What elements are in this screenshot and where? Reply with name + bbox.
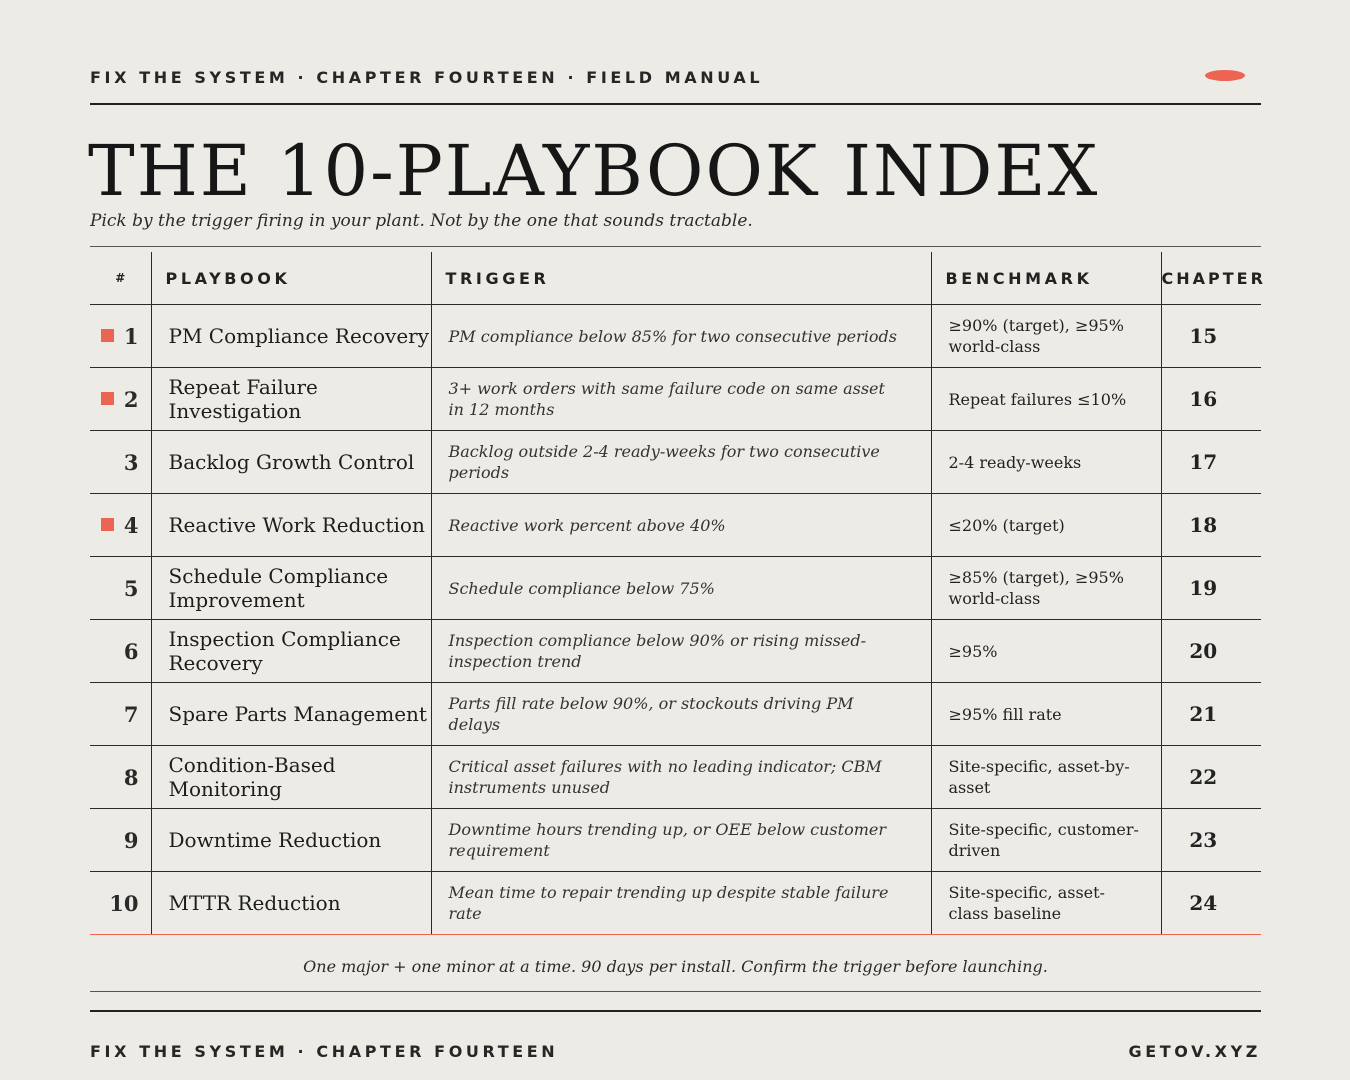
table-row: [90, 746, 1261, 809]
chapter-number: 24: [1161, 872, 1261, 935]
row-number: [90, 494, 151, 557]
trigger-text: Downtime hours trending up, or OEE below customer requirement: [431, 809, 931, 872]
row-number-label: 10: [109, 890, 139, 916]
playbook-name: Spare Parts Management: [151, 683, 431, 746]
benchmark-text: ≥90% (target), ≥95% world-class: [931, 305, 1161, 368]
chapter-number: 18: [1161, 494, 1261, 557]
benchmark-text: Site-specific, asset-by-asset: [931, 746, 1161, 809]
row-number-label: 3: [123, 449, 139, 475]
table-row: [90, 431, 1261, 494]
table-header-row: [90, 252, 1261, 305]
header-num: #: [90, 252, 151, 305]
table-row: [90, 809, 1261, 872]
trigger-text: Critical asset failures with no leading indicator; CBM instruments unused: [431, 746, 931, 809]
chapter-number: 22: [1161, 746, 1261, 809]
row-number: [90, 305, 151, 368]
row-number-label: 2: [123, 386, 139, 412]
trigger-text: Backlog outside 2-4 ready-weeks for two consecutive periods: [431, 431, 931, 494]
playbook-name: Schedule Compliance Improvement: [151, 557, 431, 620]
chapter-number: 20: [1161, 620, 1261, 683]
trigger-text: PM compliance below 85% for two consecutive periods: [431, 305, 931, 368]
row-number-label: 5: [123, 575, 139, 601]
brush-mark-icon: [1205, 70, 1245, 81]
playbook-index-table: [90, 252, 1266, 935]
benchmark-text: Repeat failures ≤10%: [931, 368, 1161, 431]
subtitle-rule: [90, 246, 1261, 247]
table-row: [90, 557, 1261, 620]
playbook-name: Inspection Compliance Recovery: [151, 620, 431, 683]
chapter-number: 17: [1161, 431, 1261, 494]
benchmark-text: Site-specific, customer-driven: [931, 809, 1161, 872]
priority-flag-icon: [101, 329, 114, 342]
playbook-name: Downtime Reduction: [151, 809, 431, 872]
row-number-label: 4: [123, 512, 139, 538]
table-row: [90, 683, 1261, 746]
footer-rule: [90, 1010, 1261, 1012]
row-number: [90, 368, 151, 431]
chapter-number: 16: [1161, 368, 1261, 431]
header-kicker: FIX THE SYSTEM · CHAPTER FOURTEEN · FIELD MANUAL: [90, 68, 764, 87]
playbook-name: Condition-Based Monitoring: [151, 746, 431, 809]
benchmark-text: ≥95% fill rate: [931, 683, 1161, 746]
chapter-number: 19: [1161, 557, 1261, 620]
trigger-text: Reactive work percent above 40%: [431, 494, 931, 557]
priority-flag-icon: [101, 518, 114, 531]
footer-url: GETOV.XYZ: [1128, 1042, 1261, 1061]
trigger-text: Schedule compliance below 75%: [431, 557, 931, 620]
closing-rule: [90, 991, 1261, 992]
playbook-name: Reactive Work Reduction: [151, 494, 431, 557]
table-row: [90, 368, 1261, 431]
table-row: [90, 620, 1261, 683]
header-rule: [90, 103, 1261, 105]
benchmark-text: ≥95%: [931, 620, 1161, 683]
row-number: [90, 431, 151, 494]
benchmark-text: ≥85% (target), ≥95% world-class: [931, 557, 1161, 620]
row-number: [90, 746, 151, 809]
header-benchmark: BENCHMARK: [931, 252, 1161, 305]
chapter-number: 23: [1161, 809, 1261, 872]
chapter-number: 21: [1161, 683, 1261, 746]
playbook-name: Repeat Failure Investigation: [151, 368, 431, 431]
row-number-label: 9: [123, 827, 139, 853]
trigger-text: 3+ work orders with same failure code on same asset in 12 months: [431, 368, 931, 431]
page-title: THE 10-PLAYBOOK INDEX: [88, 130, 1100, 212]
benchmark-text: 2-4 ready-weeks: [931, 431, 1161, 494]
row-number-label: 6: [123, 638, 139, 664]
table-row: [90, 305, 1261, 368]
footer-left: FIX THE SYSTEM · CHAPTER FOURTEEN: [90, 1042, 559, 1061]
benchmark-text: Site-specific, asset-class baseline: [931, 872, 1161, 935]
trigger-text: Parts fill rate below 90%, or stockouts driving PM delays: [431, 683, 931, 746]
row-number: [90, 620, 151, 683]
playbook-name: PM Compliance Recovery: [151, 305, 431, 368]
header-playbook: PLAYBOOK: [151, 252, 431, 305]
header-bar: [90, 68, 1261, 87]
closing-note: One major + one minor at a time. 90 days per install. Confirm the trigger before launching.: [303, 957, 1048, 976]
row-number-label: 1: [123, 323, 139, 349]
playbook-name: Backlog Growth Control: [151, 431, 431, 494]
benchmark-text: ≤20% (target): [931, 494, 1161, 557]
priority-flag-icon: [101, 392, 114, 405]
trigger-text: Inspection compliance below 90% or rising missed-inspection trend: [431, 620, 931, 683]
header-trigger: TRIGGER: [431, 252, 931, 305]
table-row: [90, 872, 1261, 935]
row-number: [90, 683, 151, 746]
chapter-number: 15: [1161, 305, 1261, 368]
row-number-label: 7: [123, 701, 139, 727]
playbook-name: MTTR Reduction: [151, 872, 431, 935]
table-row: [90, 494, 1261, 557]
row-number-label: 8: [123, 764, 139, 790]
trigger-text: Mean time to repair trending up despite stable failure rate: [431, 872, 931, 935]
row-number: [90, 872, 151, 935]
page-subtitle: Pick by the trigger firing in your plant. Not by the one that sounds tractable.: [90, 211, 753, 231]
row-number: [90, 557, 151, 620]
row-number: [90, 809, 151, 872]
header-chapter: CHAPTER: [1161, 252, 1261, 305]
